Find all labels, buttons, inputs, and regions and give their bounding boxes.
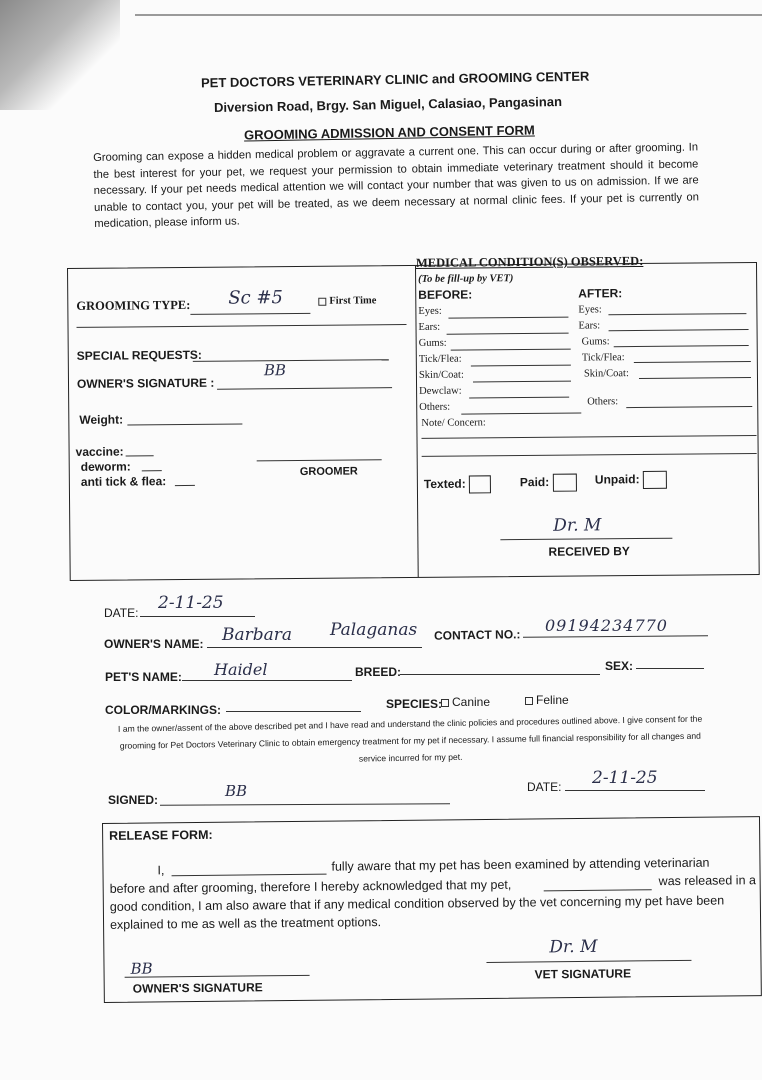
before-label: BEFORE:	[418, 287, 473, 302]
received-by-line[interactable]	[500, 538, 672, 541]
first-time-checkbox[interactable]	[318, 297, 326, 305]
sex-label: SEX:	[605, 659, 634, 673]
release-name-line[interactable]	[172, 874, 327, 877]
sex-line[interactable]	[636, 668, 704, 669]
vaccine-label: vaccine:	[75, 444, 124, 459]
paid-checkbox[interactable]	[553, 474, 577, 492]
feline-option[interactable]	[525, 693, 569, 707]
unpaid-label: Unpaid:	[594, 472, 640, 487]
release-line-3: good condition, I am also aware that if any medical condition observed by the vet concerning my pet have been	[109, 893, 725, 914]
release-line-4: explained to me as well as the treatment options.	[109, 915, 382, 932]
consent-date-line[interactable]	[565, 790, 705, 791]
before-eyes	[418, 306, 441, 317]
before-gums	[419, 338, 447, 349]
release-line-2a: before and after grooming, therefore I hereby acknowledged that my pet,	[109, 877, 512, 896]
after-skin	[584, 368, 629, 379]
vaccine-line[interactable]	[126, 455, 154, 456]
before-others	[419, 402, 450, 413]
note-label: Note/ Concern:	[421, 417, 486, 429]
after-ears	[578, 320, 600, 331]
pet-name-line[interactable]	[182, 680, 352, 681]
canine-label: Canine	[452, 695, 491, 709]
texted-field[interactable]	[424, 475, 491, 494]
date-value: 2-11-25	[158, 593, 224, 613]
date-label: DATE:	[104, 606, 139, 620]
release-line-1: fully aware that my pet has been examined by attending veterinarian	[331, 855, 710, 874]
before-ears	[418, 322, 440, 333]
after-eyes-line[interactable]	[608, 313, 746, 315]
release-i-label: I,	[157, 863, 165, 878]
clinic-name: PET DOCTORS VETERINARY CLINIC and GROOMING CENTER	[200, 68, 590, 91]
note-line-2[interactable]	[422, 453, 757, 457]
species-label: SPECIES:	[386, 697, 443, 711]
before-gums-label: Gums:	[418, 337, 447, 349]
signed-label: SIGNED:	[108, 793, 159, 807]
after-label: AFTER:	[578, 286, 623, 301]
texted-checkbox[interactable]	[469, 475, 491, 493]
first-time-label: First Time	[329, 295, 377, 307]
before-skin	[419, 370, 464, 381]
groomer-label: GROOMER	[299, 465, 358, 478]
before-ears-line[interactable]	[447, 333, 569, 335]
release-box	[102, 816, 762, 1003]
breed-label: BREED:	[355, 665, 402, 679]
pet-name-value: Haidel	[214, 660, 268, 679]
after-others	[587, 396, 618, 407]
after-ears-line[interactable]	[609, 329, 749, 331]
after-gums-label: Gums:	[581, 336, 610, 348]
consent-date-label: DATE:	[527, 780, 562, 794]
groomer-line[interactable]	[257, 459, 382, 461]
before-dewclaw-line[interactable]	[469, 397, 569, 399]
after-tick	[582, 352, 625, 363]
signed-value: BB	[225, 782, 248, 800]
intro-paragraph: Grooming can expose a hidden medical problem or aggravate a current one. This can occur during or after grooming. In the best interest for your pet, we request your permission to obtain immediate veterinary treatment should it become necessary. If your pet needs medical attention we will contact your number that was given to us on admission. If we are unable to contact you, your pet will be treated, as we deem necessary at normal clinic fees. If your pet is currently on medication, please inform us.	[93, 141, 700, 230]
contact-value: 09194234770	[545, 616, 668, 635]
after-ears-label: Ears:	[578, 320, 601, 332]
before-skin-line[interactable]	[473, 381, 571, 383]
clinic-address: Diversion Road, Brgy. San Miguel, Calasiao, Pangasinan	[213, 93, 563, 116]
before-others-label: Others:	[419, 401, 451, 413]
after-others-label: Others:	[587, 396, 619, 408]
note-line-1[interactable]	[421, 435, 756, 439]
color-markings-label: COLOR/MARKINGS:	[105, 703, 221, 717]
feline-label: Feline	[536, 693, 569, 707]
before-skin-label: Skin/Coat:	[418, 369, 464, 381]
signed-line[interactable]	[160, 803, 450, 806]
received-by-label: RECEIVED BY	[548, 544, 630, 559]
color-markings-line[interactable]	[226, 711, 361, 712]
grooming-type-label: GROOMING TYPE:	[76, 297, 191, 313]
medical-subtitle: (To be fill-up by VET)	[418, 273, 514, 285]
release-vet-signature-value: Dr. M	[549, 936, 598, 958]
special-requests-line[interactable]	[193, 359, 389, 362]
before-gums-line[interactable]	[451, 349, 571, 351]
after-tick-label: Tick/Flea:	[581, 352, 625, 364]
owner-first-name: Barbara	[222, 625, 293, 645]
contact-line[interactable]	[523, 635, 708, 638]
after-gums	[582, 336, 610, 347]
grooming-type-line-2[interactable]	[77, 324, 407, 328]
owner-name-line[interactable]	[207, 647, 422, 648]
before-eyes-line[interactable]	[448, 317, 568, 319]
release-title: RELEASE FORM:	[109, 827, 213, 843]
top-edge-line	[135, 14, 762, 16]
deworm-label: deworm:	[80, 459, 131, 474]
release-owner-signature-value: BB	[130, 959, 153, 978]
after-skin-label: Skin/Coat:	[583, 368, 629, 380]
before-ears-label: Ears:	[418, 321, 441, 333]
grooming-box	[67, 253, 760, 581]
before-tick-line[interactable]	[471, 365, 571, 367]
release-line-2b: was released in a	[658, 873, 756, 889]
received-by-value: Dr. M	[553, 515, 602, 536]
medical-title: MEDICAL CONDITION(S) OBSERVED:	[415, 253, 644, 270]
special-requests-label: SPECIAL REQUESTS:	[76, 347, 202, 363]
pet-name-label: PET'S NAME:	[105, 670, 182, 684]
before-tick-label: Tick/Flea:	[418, 353, 462, 365]
release-vet-signature-label: VET SIGNATURE	[534, 966, 632, 982]
after-skin-line[interactable]	[639, 377, 751, 379]
release-owner-signature-label: OWNER'S SIGNATURE	[132, 980, 263, 996]
owner-name-label: OWNER'S NAME:	[104, 637, 204, 651]
release-vet-signature-line[interactable]	[486, 960, 691, 963]
owner-signature-value: BB	[263, 361, 287, 380]
paid-field[interactable]	[520, 474, 577, 492]
form-title: GROOMING ADMISSION AND CONSENT FORM	[243, 122, 535, 143]
before-dewclaw	[419, 386, 462, 397]
before-others-line[interactable]	[461, 413, 581, 415]
breed-line[interactable]	[400, 674, 600, 675]
anti-tick-line[interactable]	[175, 485, 195, 486]
first-time-option[interactable]	[318, 295, 376, 307]
deworm-line[interactable]	[142, 470, 162, 471]
after-gums-line[interactable]	[614, 345, 749, 347]
date-line[interactable]	[140, 616, 255, 617]
canine-checkbox[interactable]	[441, 699, 449, 707]
feline-checkbox[interactable]	[525, 697, 533, 705]
after-eyes-label: Eyes:	[578, 304, 602, 316]
weight-line[interactable]	[127, 423, 242, 425]
release-pet-line[interactable]	[544, 889, 652, 891]
after-eyes	[578, 304, 601, 315]
consent-text: I am the owner/assent of the above described pet and I have read and understand the clinic policies and procedures outlined above. I give consent for the grooming for Pet Doctors Veterinary Clinic to obtain emergency treatment for my pet if necessary. I assume full financial responsibility for all changes and service incurred for my pet.	[117, 713, 703, 764]
paid-label: Paid:	[519, 474, 550, 490]
texted-label: Texted:	[423, 476, 466, 492]
before-dewclaw-label: Dewclaw:	[419, 385, 462, 397]
unpaid-checkbox[interactable]	[643, 471, 667, 489]
owner-signature-label: OWNER'S SIGNATURE :	[76, 375, 215, 391]
unpaid-field[interactable]	[595, 471, 667, 490]
weight-label: Weight:	[79, 412, 124, 427]
owner-signature-line[interactable]	[217, 387, 392, 390]
consent-date-value: 2-11-25	[592, 768, 658, 788]
owner-last-name: Palaganas	[330, 620, 418, 640]
grooming-type-line[interactable]	[190, 313, 310, 315]
canine-option[interactable]	[441, 695, 490, 709]
anti-tick-label: anti tick & flea:	[80, 474, 167, 489]
after-tick-line[interactable]	[634, 361, 751, 363]
after-others-line[interactable]	[626, 406, 752, 408]
folded-corner	[0, 0, 120, 110]
before-tick	[419, 354, 462, 365]
before-eyes-label: Eyes:	[418, 305, 442, 317]
contact-label: CONTACT NO.:	[433, 627, 521, 643]
grooming-type-value: Sc #5	[228, 287, 284, 309]
